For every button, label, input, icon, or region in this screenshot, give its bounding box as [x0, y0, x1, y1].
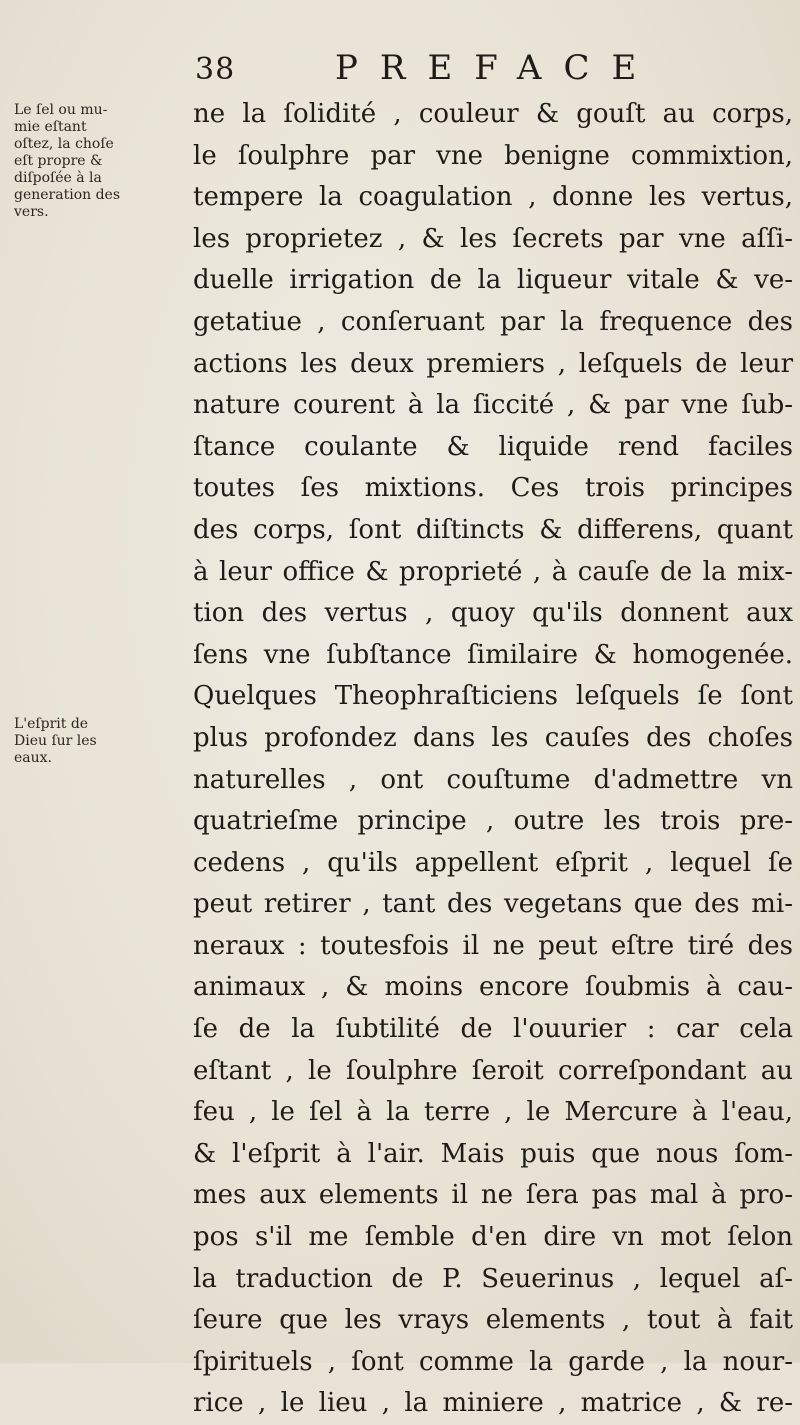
text-line: ſeure que les vrays elements , tout à fait: [193, 1305, 793, 1336]
margin-note-line: mie eſtant: [14, 119, 87, 135]
margin-note-line: eſt propre &: [14, 153, 103, 169]
text-line: à leur office & proprieté , à cauſe de la mix-: [193, 556, 793, 587]
margin-note-salt: [14, 102, 184, 221]
text-line: mes aux elements il ne ſera pas mal à pro-: [193, 1180, 793, 1211]
text-line: Quelques Theophraſticiens leſquels ſe ſont: [193, 681, 793, 712]
margin-note-line: oſtez, la choſe: [14, 136, 114, 152]
text-line: neraux : toutesfois il ne peut eſtre tiré des: [193, 930, 793, 961]
text-line: pos s'il me ſemble d'en dire vn mot ſelon: [193, 1222, 793, 1253]
text-line: naturelles , ont couſtume d'admettre vn: [193, 764, 793, 795]
running-title: PREFACE: [335, 48, 659, 88]
text-line: quatrieſme principe , outre les trois pre-: [193, 806, 793, 837]
text-line: ſens vne ſubſtance ſimilaire & homogenée.: [193, 639, 793, 670]
text-line: rice , le lieu , la miniere , matrice , & re-: [193, 1388, 793, 1419]
text-line: cedens , qu'ils appellent eſprit , lequel ſe: [193, 847, 793, 878]
margin-note-line: generation des: [14, 187, 121, 203]
text-line: animaux , & moins encore ſoubmis à cau-: [193, 972, 793, 1003]
text-line: tion des vertus , quoy qu'ils donnent aux: [193, 598, 793, 629]
text-line: peut retirer , tant des vegetans que des mi-: [193, 889, 793, 920]
text-line: feu , le ſel à la terre , le Mercure à l'eau,: [193, 1097, 793, 1128]
text-line: ſtance coulante & liquide rend faciles: [193, 431, 793, 462]
page-header: [195, 48, 795, 88]
text-line: tempere la coagulation , donne les vertus,: [193, 182, 793, 213]
margin-note-line: Dieu ſur les: [14, 733, 97, 749]
text-line: duelle irrigation de la liqueur vitale & ve-: [193, 265, 793, 296]
text-line: les proprietez , & les ſecrets par vne aſſi-: [193, 223, 793, 254]
page-number: 38: [195, 52, 236, 87]
body-text: [193, 94, 793, 1425]
text-line: la traduction de P. Seuerinus , lequel aſ-: [193, 1263, 793, 1294]
text-line: getatiue , conſeruant par la frequence des: [193, 306, 793, 337]
margin-note-line: Le ſel ou mu-: [14, 102, 108, 118]
text-line: nature courent à la ſiccité , & par vne ſub-: [193, 390, 793, 421]
margin-note-line: vers.: [14, 204, 49, 220]
margin-note-line: diſpoſée à la: [14, 170, 102, 186]
text-line: ſe de la ſubtilité de l'ouurier : car cela: [193, 1014, 793, 1045]
text-line: le ſoulphre par vne benigne commixtion,: [193, 140, 793, 171]
text-line: & l'eſprit à l'air. Mais puis que nous ſom-: [193, 1138, 793, 1169]
margin-note-spirit: [14, 716, 184, 767]
margin-note-line: eaux.: [14, 750, 52, 766]
text-line: des corps, ſont diſtincts & differens, quant: [193, 514, 793, 545]
text-line: ne la ſolidité , couleur & gouſt au corps,: [193, 99, 793, 129]
text-line: ſpirituels , ſont comme la garde , la nour-: [193, 1346, 793, 1377]
text-line: plus profondez dans les cauſes des choſes: [193, 722, 793, 753]
text-line: toutes ſes mixtions. Ces trois principes: [193, 473, 793, 504]
margin-note-line: L'eſprit de: [14, 716, 89, 732]
text-line: actions les deux premiers , leſquels de leur: [193, 348, 793, 379]
text-line: eſtant , le ſoulphre ſeroit correſpondant au: [193, 1055, 793, 1086]
